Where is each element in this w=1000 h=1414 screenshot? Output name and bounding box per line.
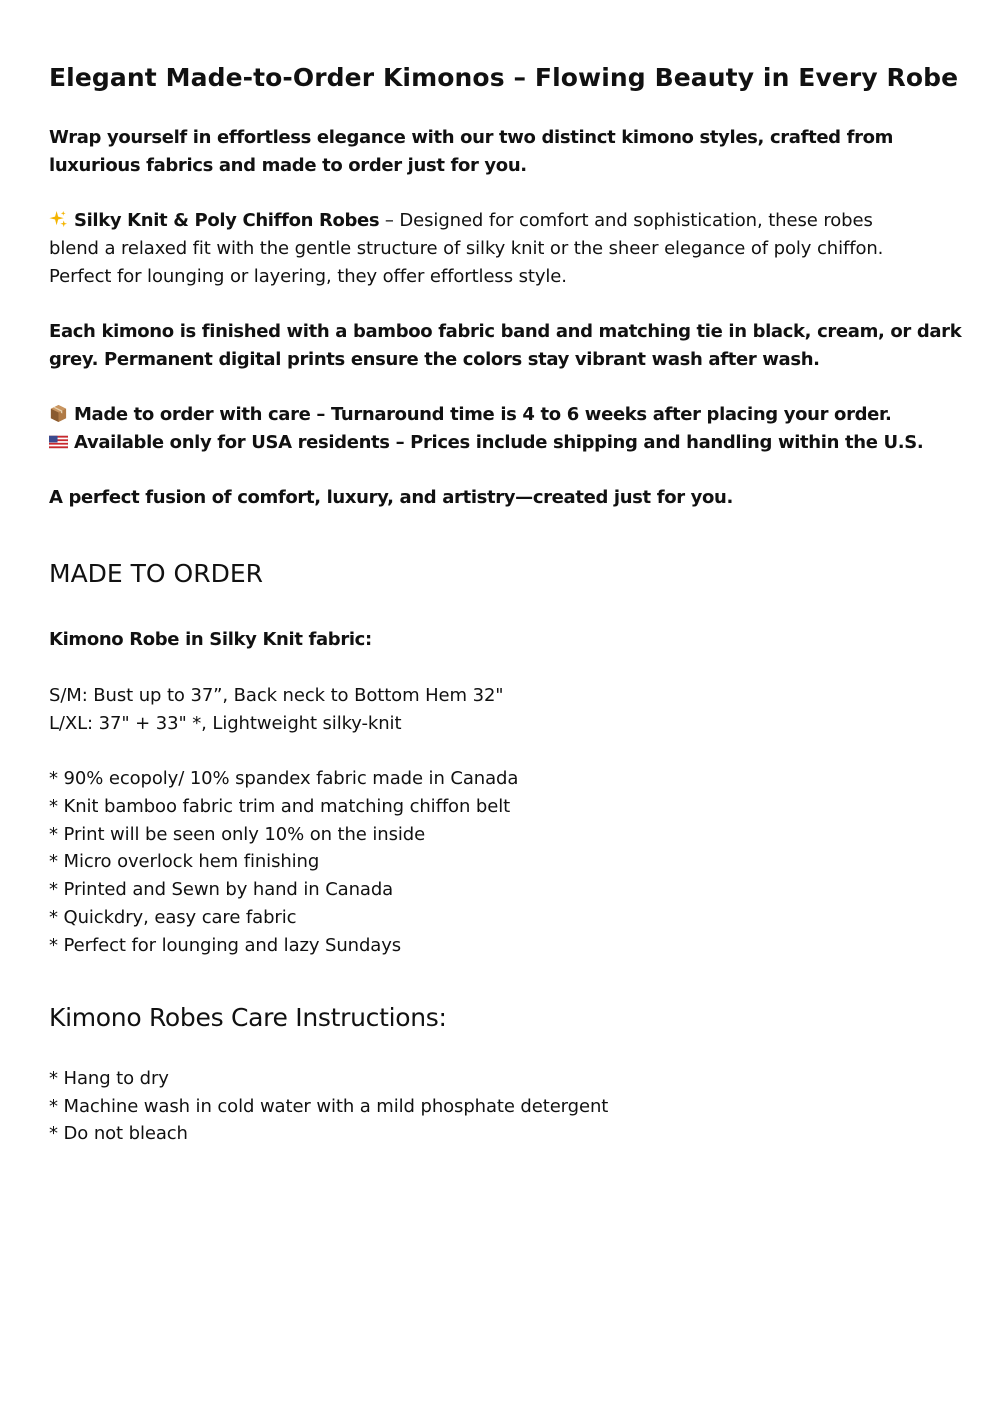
note-usa — [49, 429, 923, 457]
robes-line-2: blend a relaxed fit with the gentle structure of silky knit or the sheer elegance of poly chiffon. — [49, 238, 884, 259]
robe-subheading: Kimono Robe in Silky Knit fabric: — [49, 629, 372, 650]
intro-line-2: luxurious fabrics and made to order just for you. — [49, 155, 527, 176]
note-usa-text: Available only for USA residents – Prices include shipping and handling within the U.S. — [74, 432, 924, 453]
finish-line-1: Each kimono is finished with a bamboo fabric band and matching tie in black, cream, or dark — [49, 321, 962, 342]
us-flag-icon — [49, 432, 68, 451]
robes-line-1 — [49, 207, 873, 235]
robes-label: Silky Knit & Poly Chiffon Robes — [74, 210, 380, 231]
size-line: L/XL: 37" + 33" *, Lightweight silky-knit — [49, 713, 402, 734]
feature-item: * 90% ecopoly/ 10% spandex fabric made in Canada — [49, 768, 519, 789]
page-title: Elegant Made-to-Order Kimonos – Flowing Beauty in Every Robe — [49, 63, 959, 92]
feature-item: * Perfect for lounging and lazy Sundays — [49, 935, 402, 956]
finish-line-2: grey. Permanent digital prints ensure the colors stay vibrant wash after wash. — [49, 349, 820, 370]
care-item: * Hang to dry — [49, 1068, 169, 1089]
made-to-order-heading: MADE TO ORDER — [49, 559, 264, 588]
size-line: S/M: Bust up to 37”, Back neck to Bottom Hem 32" — [49, 685, 504, 706]
feature-item: * Quickdry, easy care fabric — [49, 907, 297, 928]
care-item: * Machine wash in cold water with a mild phosphate detergent — [49, 1096, 609, 1117]
feature-item: * Printed and Sewn by hand in Canada — [49, 879, 394, 900]
note-turnaround — [49, 401, 891, 429]
feature-item: * Print will be seen only 10% on the inside — [49, 824, 426, 845]
sparkles-icon — [49, 210, 68, 229]
note-turnaround-text: Made to order with care – Turnaround time is 4 to 6 weeks after placing your order. — [74, 404, 892, 425]
package-icon — [49, 404, 68, 423]
feature-item: * Knit bamboo fabric trim and matching chiffon belt — [49, 796, 511, 817]
care-heading: Kimono Robes Care Instructions: — [49, 1003, 447, 1032]
robes-line-3: Perfect for lounging or layering, they offer effortless style. — [49, 266, 567, 287]
feature-item: * Micro overlock hem finishing — [49, 851, 320, 872]
closing-line: A perfect fusion of comfort, luxury, and artistry—created just for you. — [49, 487, 734, 508]
robes-description: – Designed for comfort and sophistication, these robes — [379, 210, 873, 231]
care-item: * Do not bleach — [49, 1123, 188, 1144]
intro-line-1: Wrap yourself in effortless elegance with our two distinct kimono styles, crafted from — [49, 127, 894, 148]
